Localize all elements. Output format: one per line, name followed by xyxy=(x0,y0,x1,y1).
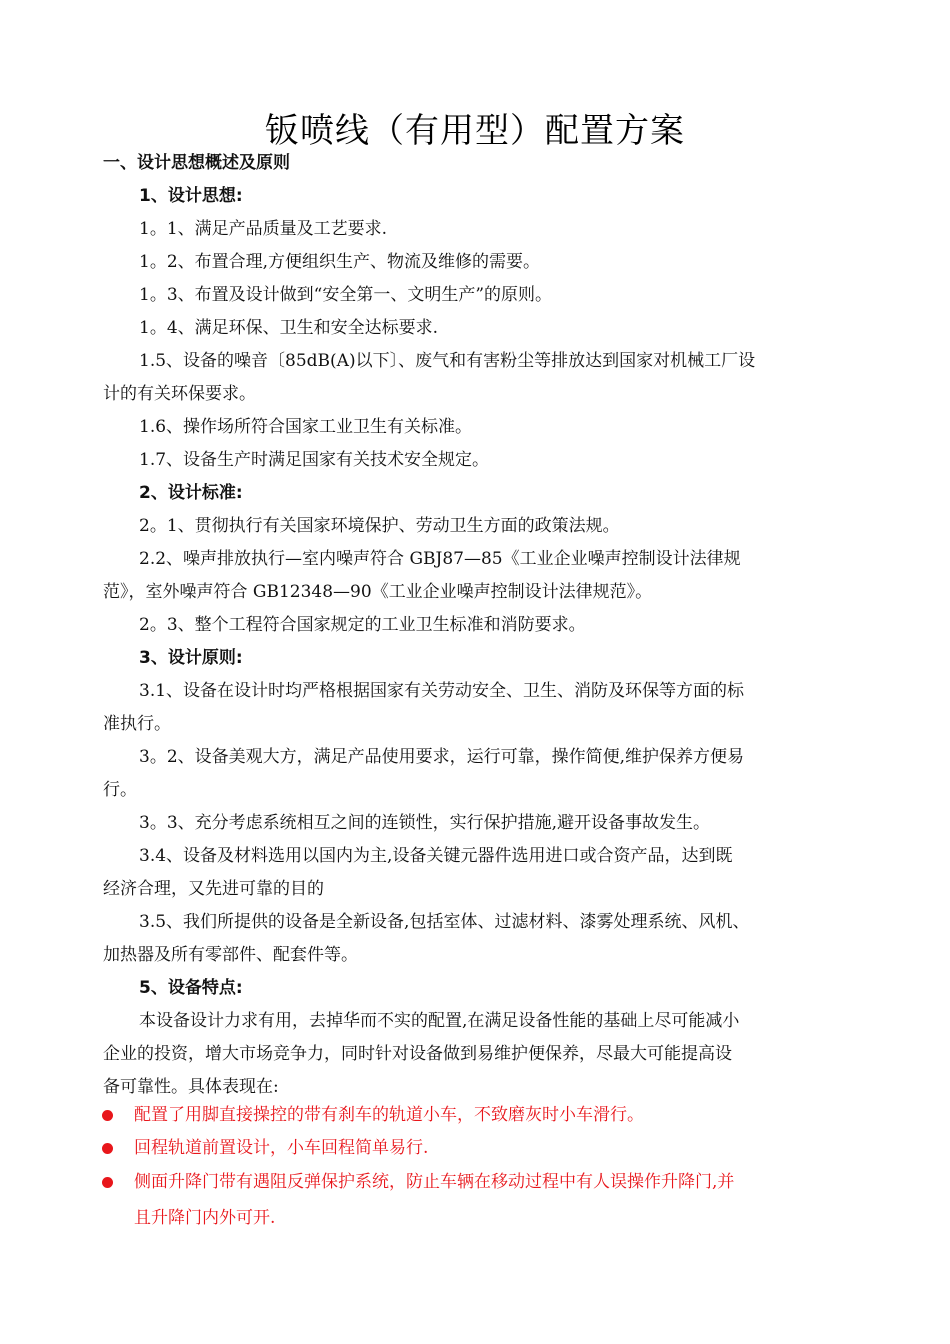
bullet-icon xyxy=(102,1143,113,1154)
paragraph-line: 2。3、整个工程符合国家规定的工业卫生标准和消防要求。 xyxy=(139,615,586,635)
paragraph-line: 1.5、设备的噪音〔85dB(A)以下〕、废气和有害粉尘等排放达到国家对机械工厂设 xyxy=(139,351,756,371)
paragraph-line: 经济合理，又先进可靠的目的 xyxy=(103,879,324,899)
paragraph-line: 加热器及所有零部件、配套件等。 xyxy=(103,945,358,965)
paragraph-line: 行。 xyxy=(103,780,137,800)
paragraph-line: 准执行。 xyxy=(103,714,171,734)
paragraph-line: 2。1、贯彻执行有关国家环境保护、劳动卫生方面的政策法规。 xyxy=(139,516,620,536)
paragraph-line: 3。2、设备美观大方，满足产品使用要求，运行可靠，操作简便,维护保养方便易 xyxy=(139,747,745,767)
paragraph-line: 3.5、我们所提供的设备是全新设备,包括室体、过滤材料、漆雾处理系统、风机、 xyxy=(139,912,750,932)
paragraph-line: 1。2、布置合理,方便组织生产、物流及维修的需要。 xyxy=(139,252,541,272)
paragraph-line: 2.2、噪声排放执行—室内噪声符合 GBJ87—85《工业企业噪声控制设计法律规 xyxy=(139,549,741,569)
subsection-heading: 3、设计原则: xyxy=(139,648,243,668)
bullet-icon xyxy=(102,1110,113,1121)
bullet-icon xyxy=(102,1177,113,1188)
paragraph-line: 1。4、满足环保、卫生和安全达标要求. xyxy=(139,318,439,338)
paragraph-line: 1.7、设备生产时满足国家有关技术安全规定。 xyxy=(139,450,490,470)
paragraph-line: 备可靠性。具体表现在: xyxy=(103,1077,279,1097)
subsection-heading: 5、设备特点: xyxy=(139,978,243,998)
bullet-item: 回程轨道前置设计，小车回程简单易行. xyxy=(134,1138,429,1158)
paragraph-line: 3。3、充分考虑系统相互之间的连锁性，实行保护措施,避开设备事故发生。 xyxy=(139,813,711,833)
paragraph-line: 3.1、设备在设计时均严格根据国家有关劳动安全、卫生、消防及环保等方面的标 xyxy=(139,681,745,701)
paragraph-line: 本设备设计力求有用，去掉华而不实的配置,在满足设备性能的基础上尽可能减小 xyxy=(139,1011,740,1031)
page-title: 钣喷线（有用型）配置方案 xyxy=(265,111,685,151)
subsection-heading: 2、设计标准: xyxy=(139,483,243,503)
paragraph-line: 1.6、操作场所符合国家工业卫生有关标准。 xyxy=(139,417,473,437)
paragraph-line: 1。3、布置及设计做到“安全第一、文明生产”的原则。 xyxy=(139,285,553,305)
paragraph-line: 计的有关环保要求。 xyxy=(103,384,256,404)
bullet-item-continuation: 且升降门内外可开. xyxy=(134,1208,276,1228)
section-heading: 一、设计思想概述及原则 xyxy=(103,153,290,173)
paragraph-line: 范》，室外噪声符合 GB12348—90《工业企业噪声控制设计法律规范》。 xyxy=(103,582,653,602)
bullet-item: 配置了用脚直接操控的带有刹车的轨道小车，不致磨灰时小车滑行。 xyxy=(134,1105,644,1125)
paragraph-line: 3.4、设备及材料选用以国内为主,设备关键元器件选用进口或合资产品，达到既 xyxy=(139,846,733,866)
paragraph-line: 1。1、满足产品质量及工艺要求. xyxy=(139,219,388,239)
bullet-item: 侧面升降门带有遇阻反弹保护系统，防止车辆在移动过程中有人误操作升降门,并 xyxy=(134,1172,735,1192)
subsection-heading: 1、设计思想: xyxy=(139,186,243,206)
paragraph-line: 企业的投资，增大市场竞争力，同时针对设备做到易维护便保养，尽最大可能提高设 xyxy=(103,1044,732,1064)
